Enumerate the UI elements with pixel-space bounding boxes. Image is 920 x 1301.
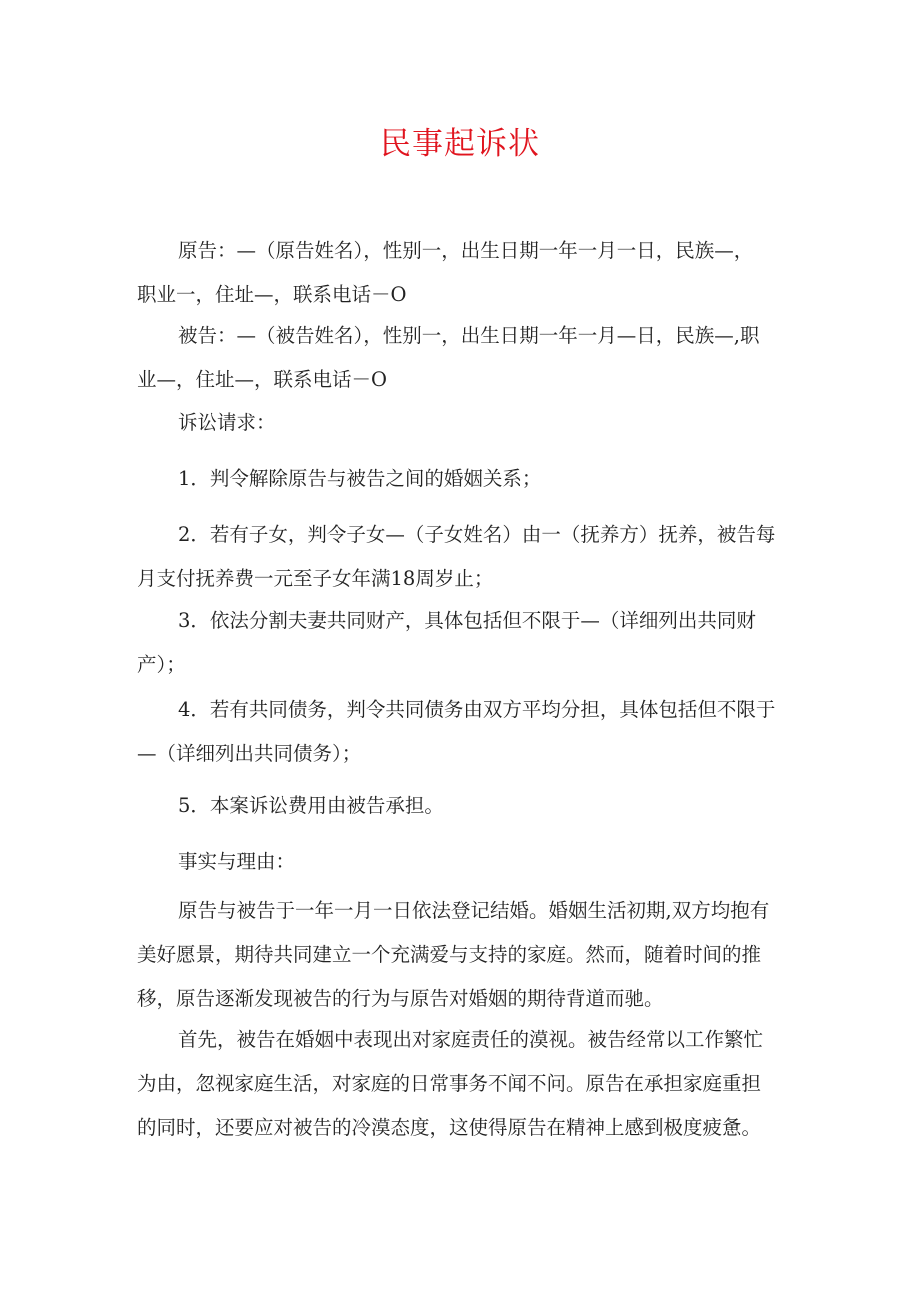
facts-2-line-3: 的同时，还要应对被告的冷漠态度，这使得原告在精神上感到极度疲惫。 bbox=[137, 1116, 762, 1139]
claim-item-4 bbox=[137, 688, 790, 776]
claim-4-line-1: 4．若有共同债务，判令共同债务由双方平均分担，具体包括但不限于 bbox=[178, 698, 776, 721]
facts-2-line-2: 为由，忽视家庭生活，对家庭的日常事务不闻不问。原告在承担家庭重担 bbox=[137, 1072, 762, 1095]
plaintiff-line-1: 原告：—（原告姓名），性别一，出生日期一年一月一日，民族—， bbox=[178, 239, 754, 262]
facts-heading: 事实与理由： bbox=[178, 850, 296, 873]
claims-heading: 诉讼请求： bbox=[178, 411, 276, 434]
plaintiff-paragraph bbox=[137, 229, 790, 317]
claim-2-line-2: 月支付抚养费一元至子女年满18周岁止； bbox=[137, 567, 494, 590]
document-title: 民事起诉状 bbox=[380, 126, 540, 162]
facts-1-line-1: 原告与被告于一年一月一日依法登记结婚。婚姻生活初期,双方均抱有 bbox=[178, 899, 770, 922]
facts-paragraph-2 bbox=[137, 1018, 790, 1150]
facts-paragraph-1 bbox=[137, 889, 790, 1021]
facts-2-line-1: 首先，被告在婚姻中表现出对家庭责任的漠视。被告经常以工作繁忙 bbox=[178, 1028, 764, 1051]
defendant-line-2: 业—，住址—，联系电话－O bbox=[137, 368, 387, 391]
plaintiff-line-2: 职业一，住址—，联系电话－O bbox=[137, 283, 407, 306]
claim-3-line-1: 3．依法分割夫妻共同财产，具体包括但不限于—（详细列出共同财 bbox=[178, 609, 756, 632]
claim-1-line-1: 1．判令解除原告与被告之间的婚姻关系； bbox=[178, 467, 542, 490]
defendant-line-1: 被告：—（被告姓名），性别一，出生日期一年一月—日，民族—,职 bbox=[178, 324, 760, 347]
claim-2-line-1: 2．若有子女，判令子女—（子女姓名）由一（抚养方）抚养，被告每 bbox=[178, 523, 776, 546]
claim-item-2 bbox=[137, 513, 790, 601]
claim-3-line-2: 产）； bbox=[137, 653, 186, 676]
claim-4-line-2: —（详细列出共同债务）； bbox=[137, 742, 362, 765]
claim-item-3 bbox=[137, 599, 790, 687]
facts-1-line-2: 美好愿景，期待共同建立一个充满爱与支持的家庭。然而，随着时间的推 bbox=[137, 943, 762, 966]
claim-item-5 bbox=[137, 784, 790, 828]
facts-1-line-3: 移，原告逐渐发现被告的行为与原告对婚姻的期待背道而驰。 bbox=[137, 987, 664, 1010]
defendant-paragraph bbox=[137, 314, 790, 402]
claim-5-line-1: 5．本案诉讼费用由被告承担。 bbox=[178, 794, 444, 817]
claim-item-1 bbox=[137, 457, 790, 501]
